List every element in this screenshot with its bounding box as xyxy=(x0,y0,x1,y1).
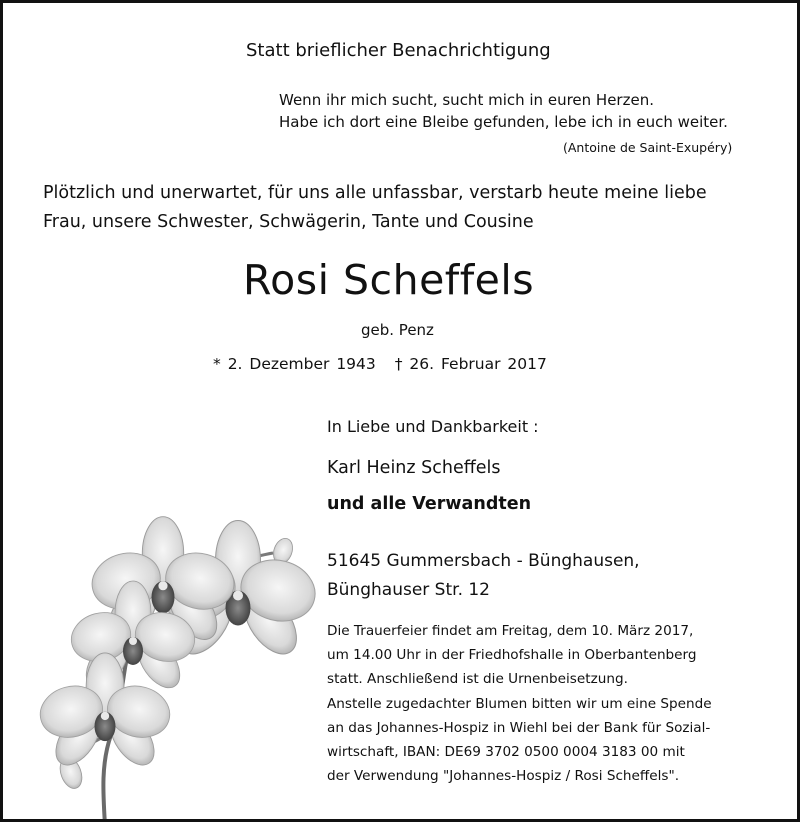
birth-date: 2. Dezember 1943 xyxy=(227,355,376,373)
quote-line-2: Habe ich dort eine Bleibe gefunden, lebe ich in euch weiter. xyxy=(279,113,728,131)
maiden-name: geb. Penz xyxy=(361,321,434,339)
funeral-line: statt. Anschließend ist die Urnenbeisetzung. xyxy=(327,671,628,687)
birth-symbol: * xyxy=(213,355,221,373)
donation-line: Anstelle zugedachter Blumen bitten wir um eine Spende xyxy=(327,696,712,712)
announcement-line-2: Frau, unsere Schwester, Schwägerin, Tante und Cousine xyxy=(43,212,534,232)
address-line-2: Bünghauser Str. 12 xyxy=(327,580,491,600)
orchid-branch-image xyxy=(33,503,323,822)
donation-line: an das Johannes-Hospiz in Wiehl bei der Bank für Sozial- xyxy=(327,720,711,736)
funeral-paragraph xyxy=(327,619,697,691)
mourners-intro: In Liebe und Dankbarkeit : xyxy=(327,417,539,436)
funeral-line: um 14.00 Uhr in der Friedhofshalle in Oberbantenberg xyxy=(327,647,697,663)
deceased-name: Rosi Scheffels xyxy=(243,256,535,304)
address-line-1: 51645 Gummersbach - Bünghausen, xyxy=(327,551,640,571)
mourner-name-2: und alle Verwandten xyxy=(327,494,532,514)
funeral-line: Die Trauerfeier findet am Freitag, dem 10. März 2017, xyxy=(327,623,694,639)
death-symbol: † xyxy=(394,355,403,373)
notice-heading: Statt brieflicher Benachrichtigung xyxy=(246,40,551,61)
life-dates xyxy=(213,355,547,373)
quote-line-1: Wenn ihr mich sucht, sucht mich in euren Herzen. xyxy=(279,91,654,109)
mourner-name-1: Karl Heinz Scheffels xyxy=(327,458,501,478)
donation-paragraph xyxy=(327,692,712,788)
quote-author: (Antoine de Saint-Exupéry) xyxy=(563,140,733,155)
death-date: 26. Februar 2017 xyxy=(409,355,547,373)
announcement-line-1: Plötzlich und unerwartet, für uns alle unfassbar, verstarb heute meine liebe xyxy=(43,183,707,203)
donation-line: der Verwendung "Johannes-Hospiz / Rosi Scheffels". xyxy=(327,768,680,784)
donation-line: wirtschaft, IBAN: DE69 3702 0500 0004 3183 00 mit xyxy=(327,744,685,760)
